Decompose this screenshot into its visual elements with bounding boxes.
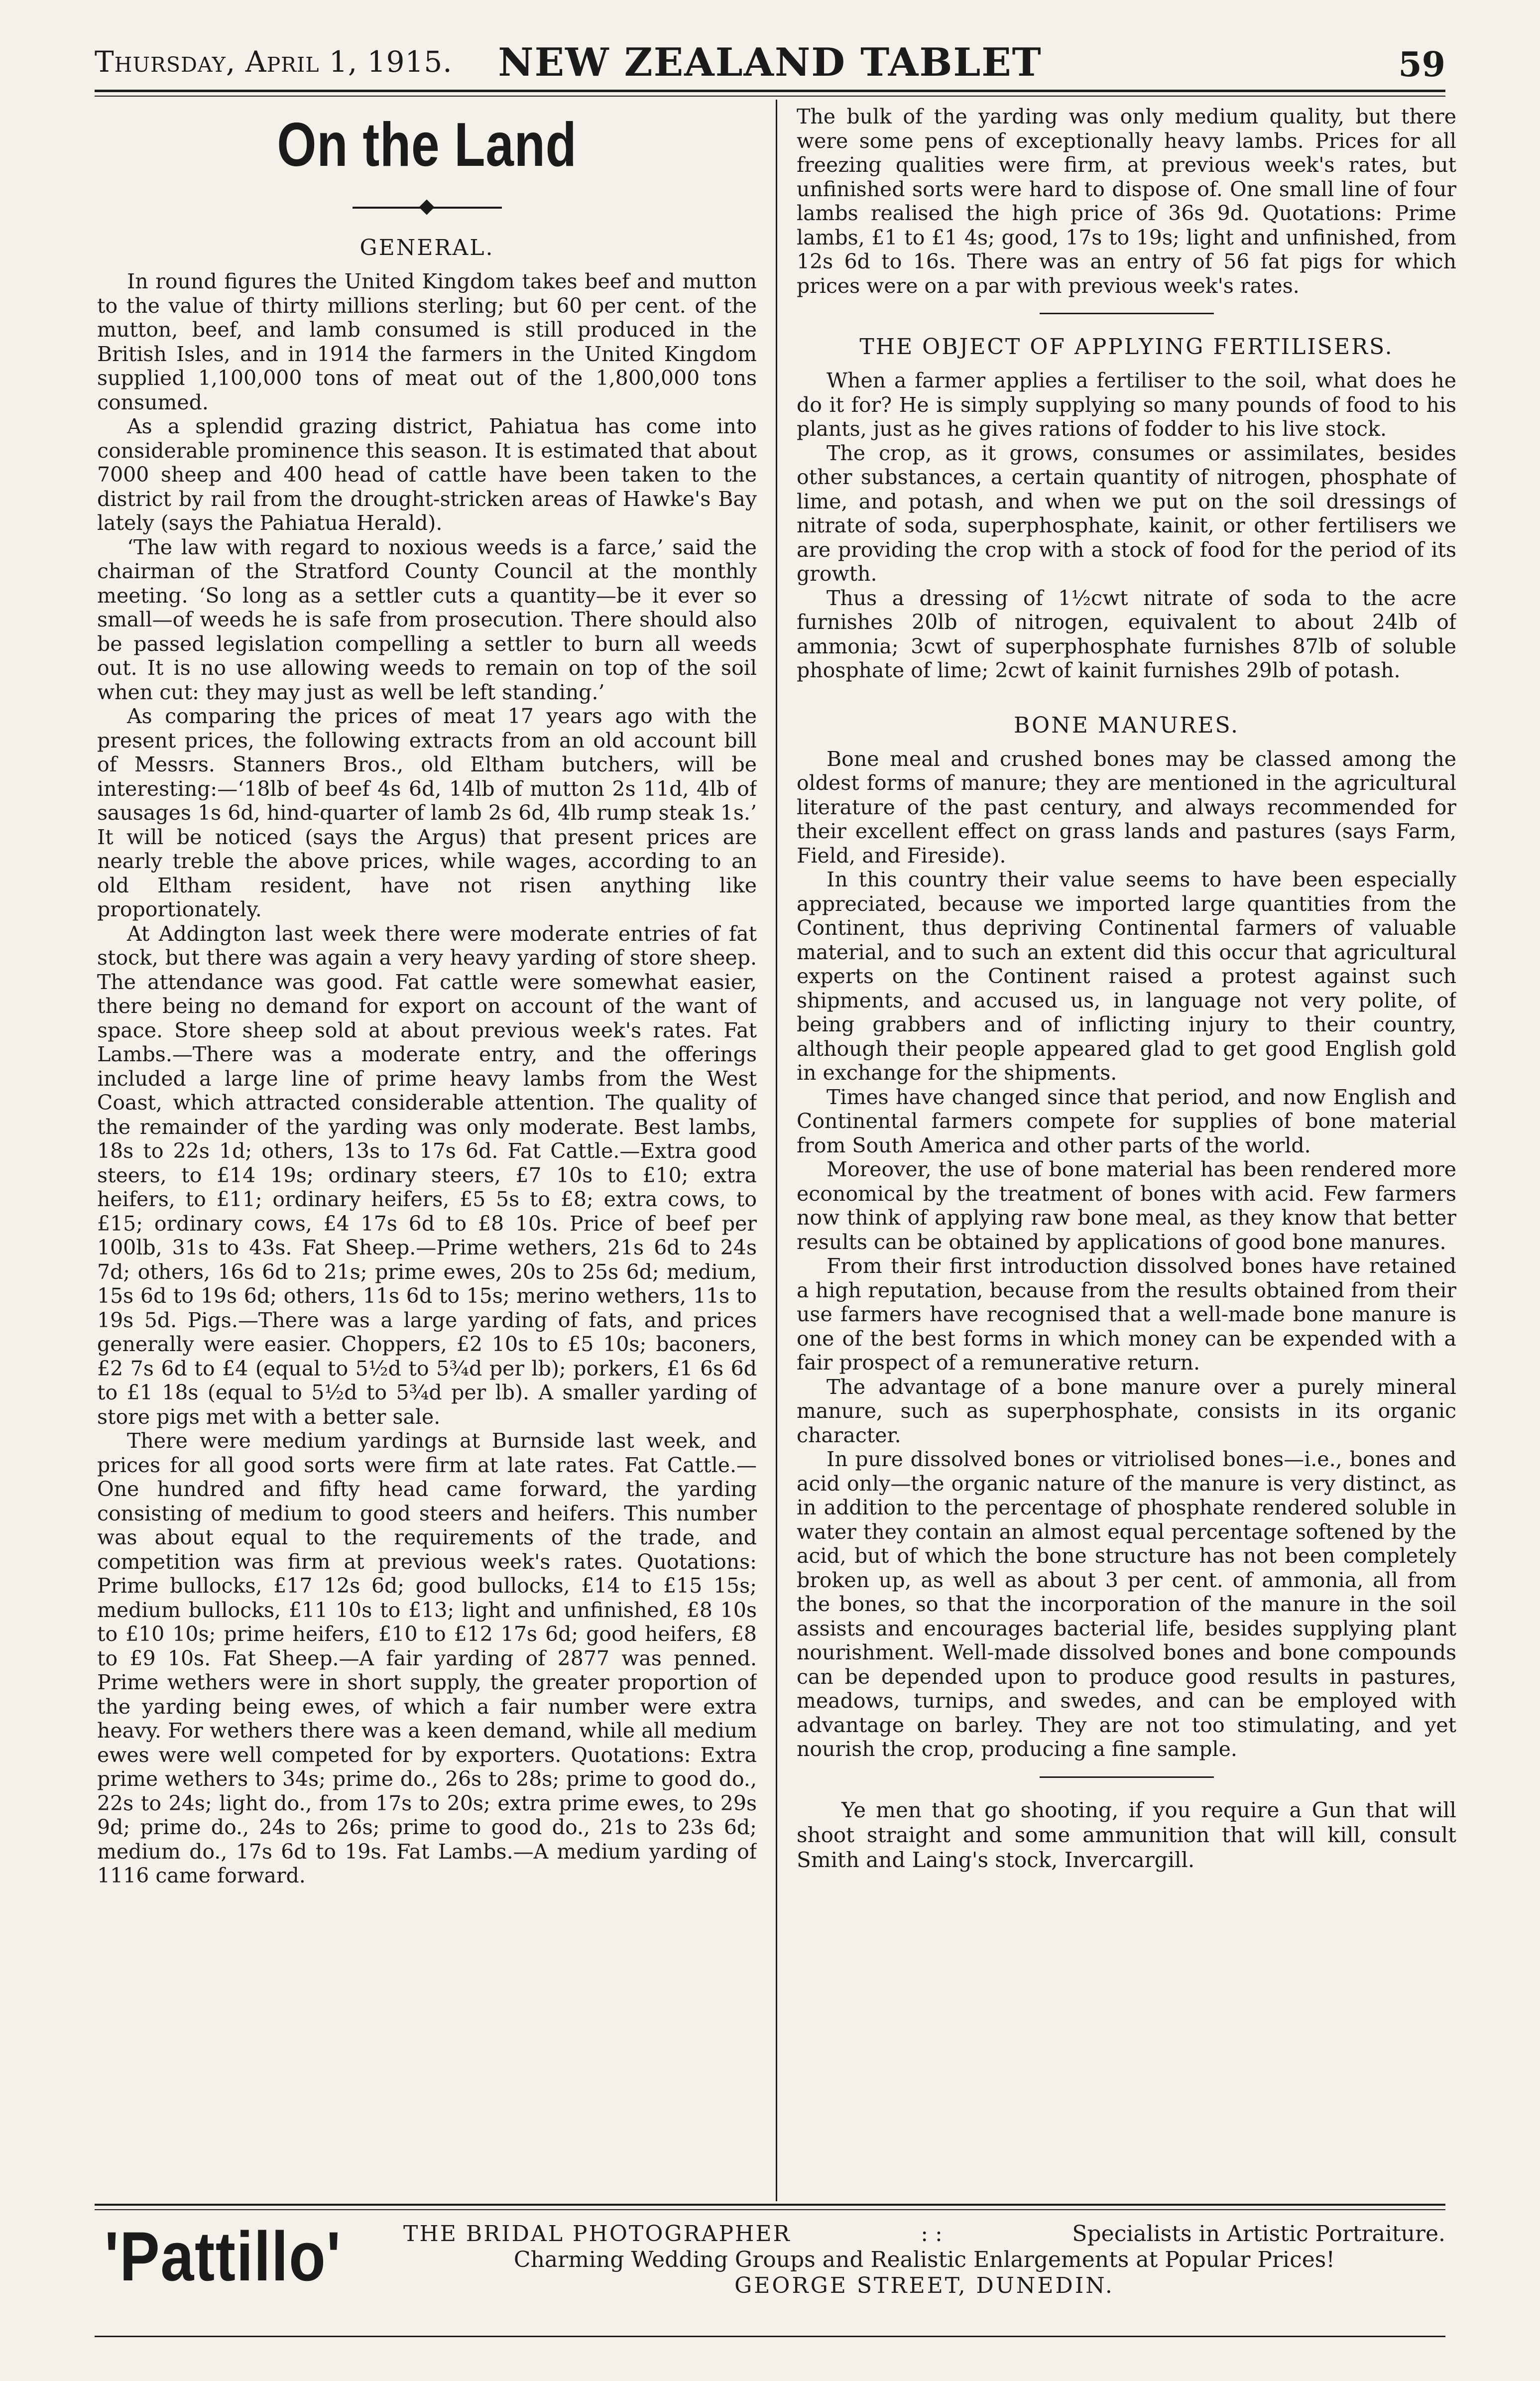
column-divider (776, 100, 777, 2201)
paragraph: Times have changed since that period, and now English and Continental farmers compete for supplies of bone material from South America and other parts of the world. (797, 1085, 1456, 1157)
advertisement-text (403, 2221, 1445, 2299)
paragraph: In this country their value seems to have been especially appreciated, because we imported large quantities from the Continent, thus depriving Continental farmers of valuable material, and to such an extent did this occur that agricultural experts on the Continent raised a protest against such shipments, and accused us, in language not very polite, of being grabbers and of inflicting injury to their country, although their people appeared glad to get good English gold in exchange for the shipments. (797, 868, 1456, 1085)
title-ornament (353, 200, 502, 215)
paragraph: The crop, as it grows, consumes or assimilates, besides other substances, a certain quantity of nitrogen, phosphate of lime, and potash, and when we put on the soil dressings of nitrate of soda, superphosphate, kainit, or other fertilisers we are providing the crop with a stock of food for the period of its growth. (797, 441, 1456, 586)
masthead: NEW ZEALAND TABLET (498, 40, 1042, 85)
footer-rule-thin (95, 2209, 1445, 2210)
paragraph: The advantage of a bone manure over a purely mineral manure, such as superphosphate, consists in its organic character. (797, 1375, 1456, 1447)
paragraph: From their first introduction dissolved bones have retained a high reputation, because from the results obtained from their use farmers have recognised that a well-made bone manure is one of the best forms in which money can be expended with a fair prospect of a remunerative return. (797, 1254, 1456, 1375)
right-column (797, 105, 1456, 2196)
footer-advertisement (95, 2216, 1445, 2331)
section-separator (1040, 313, 1214, 314)
ad-line-address: GEORGE STREET, DUNEDIN. (734, 2273, 1114, 2298)
paragraph: As comparing the prices of meat 17 years ago with the present prices, the following extracts from an old account bill of Messrs. Stanners Bros., old Eltham butchers, will be interesting:—‘18lb of beef 4s 6d, 14lb of mutton 2s 11d, 4lb of sausages 1s 6d, hind-quarter of lamb 2s 6d, 4lb rump steak 1s.’ It will be noticed (says the Argus) that present prices are nearly treble the above prices, while wages, according to an old Eltham resident, have not risen anything like proportionately. (97, 704, 757, 921)
section-heading-general: GENERAL. (359, 235, 494, 260)
header-rule-thin (95, 96, 1445, 97)
advertiser-brand: 'Pattillo' (105, 2217, 342, 2295)
section-heading-bone-manures: BONE MANURES. (1013, 712, 1240, 738)
ad-line-wedding-groups: Charming Wedding Groups and Realistic Enlargements at Popular Prices! (513, 2247, 1335, 2272)
paragraph: At Addington last week there were moderate entries of fat stock, but there was again a very heavy yarding of store sheep. The attendance was good. Fat cattle were somewhat easier, there being no demand for export on account of the want of space. Store sheep sold at about previous week's rates. Fat Lambs.—There was a moderate entry, and the offerings included a large line of prime heavy lambs from the West Coast, which attracted considerable attention. The quality of the remainder of the yarding was only moderate. Best lambs, 18s to 22s 1d; others, 13s to 17s 6d. Fat Cattle.—Extra good steers, to £14 19s; ordinary steers, £7 10s to £10; extra heifers, to £11; ordinary heifers, £5 5s to £8; extra cows, to £15; ordinary cows, £4 17s 6d to £8 10s. Price of beef per 100lb, 31s to 43s. Fat Sheep.—Prime wethers, 21s 6d to 24s 7d; others, 16s 6d to 21s; prime ewes, 20s to 25s 6d; medium, 15s 6d to 19s 6d; others, 11s 6d to 15s; merino wethers, 11s to 19s 5d. Pigs.—There was a large yarding of fats, and prices generally were easier. Choppers, £2 10s to £5 10s; baconers, £2 7s 6d to £4 (equal to 5½d to 5¾d per lb); porkers, £1 6s 6d to £1 18s (equal to 5½d to 5¾d per lb). A smaller yarding of store pigs met with a better sale. (97, 921, 757, 1429)
left-column (97, 105, 757, 2196)
page-number: 59 (1398, 45, 1445, 85)
paragraph: Bone meal and crushed bones may be classed among the oldest forms of manure; they are mentioned in the agricultural literature of the past century, and always recommended for their excellent effect on grass lands and pastures (says Farm, Field, and Fireside). (797, 747, 1456, 868)
ad-line-specialists: Specialists in Artistic Portraiture. (1072, 2221, 1445, 2247)
ad-separator-mark: : : (921, 2221, 943, 2247)
paragraph: In round figures the United Kingdom takes beef and mutton to the value of thirty millions sterling; but 60 per cent. of the mutton, beef, and lamb consumed is still produced in the British Isles, and in 1914 the farmers in the United Kingdom supplied 1,100,000 tons of meat out of the 1,800,000 tons consumed. (97, 269, 757, 414)
paragraph-continuation: The bulk of the yarding was only medium quality, but there were some pens of exceptionally heavy lambs. Prices for all freezing qualities were firm, at previous week's rates, but unfinished sorts were hard to dispose of. One small line of four lambs realised the high price of 36s 9d. Quotations: Prime lambs, £1 to £1 4s; good, 17s to 19s; light and unfinished, from 12s 6d to 16s. There was an entry of 56 fat pigs for which prices were on a par with previous week's rates. (797, 105, 1456, 298)
issue-date: Thursday, April 1, 1915. (95, 45, 453, 79)
paragraph: When a farmer applies a fertiliser to the soil, what does he do it for? He is simply supplying so many pounds of food to his plants, just as he gives rations of fodder to his live stock. (797, 369, 1456, 441)
paragraph: Thus a dressing of 1½cwt nitrate of soda to the acre furnishes 20lb of nitrogen, equivalent to about 24lb of ammonia; 3cwt of superphosphate furnishes 87lb of soluble phosphate of lime; 2cwt of kainit furnishes 29lb of potash. (797, 586, 1456, 682)
gun-notice: Ye men that go shooting, if you require a Gun that will shoot straight and some ammunition that will kill, consult Smith and Laing's stock, Invercargill. (797, 1797, 1456, 1872)
paragraph: There were medium yardings at Burnside last week, and prices for all good sorts were firm at late rates. Fat Cattle.—One hundred and fifty head came forward, the yarding consisting of medium to good steers and heifers. This number was about equal to the requirements of the trade, and competition was firm at previous week's rates. Quotations: Prime bullocks, £17 12s 6d; good bullocks, £14 to £15 15s; medium bullocks, £11 10s to £13; light and unfinished, £8 10s to £10 10s; prime heifers, £10 to £12 17s 6d; good heifers, £8 to £9 10s. Fat Sheep.—A fair yarding of 2877 was penned. Prime wethers were in short supply, the greater proportion of the yarding being ewes, of which a fair number were extra heavy. For wethers there was a keen demand, while all medium ewes were well competed for by exporters. Quotations: Extra prime wethers to 34s; prime do., 26s to 28s; prime to good do., 22s to 24s; light do., from 17s to 20s; extra prime ewes, to 29s 9d; prime do., 24s to 26s; prime to good do., 21s to 23s 6d; medium do., 17s 6d to 19s. Fat Lambs.—A medium yarding of 1116 came forward. (97, 1429, 757, 1887)
paragraph: ‘The law with regard to noxious weeds is a farce,’ said the chairman of the Stratford County Council at the monthly meeting. ‘So long as a settler cuts a quantity—be it ever so small—of weeds he is safe from prosecution. There should also be passed legislation compelling a settler to burn all weeds out. It is no use allowing weeds to remain on top of the soil when cut: they may just as well be left standing.’ (97, 535, 757, 704)
footer-rule (95, 2204, 1445, 2206)
paragraph: In pure dissolved bones or vitriolised bones—i.e., bones and acid only—the organic nature of the manure is very distinct, as in addition to the percentage of phosphate rendered soluble in water they contain an almost equal percentage softened by the acid, but of which the bone structure has not been completely broken up, as well as about 3 per cent. of ammonia, all from the bones, so that the incorporation of the manure in the soil assists and encourages bacterial life, besides supplying plant nourishment. Well-made dissolved bones and bone compounds can be depended upon to produce good results in pastures, meadows, turnips, and swedes, and can be employed with advantage on barley. They are not too stimulating, and yet nourish the crop, producing a fine sample. (797, 1447, 1456, 1761)
page-header (95, 35, 1445, 95)
paragraph: Moreover, the use of bone material has been rendered more economical by the treatment of bones with acid. Few farmers now think of applying raw bone meal, as they know that better results can be obtained by applications of good bone manures. (797, 1157, 1456, 1254)
article-title: On the Land (277, 111, 577, 179)
ad-line-photographer: THE BRIDAL PHOTOGRAPHER (403, 2221, 791, 2247)
header-rule (95, 90, 1445, 92)
section-heading-fertilisers: THE OBJECT OF APPLYING FERTILISERS. (859, 334, 1394, 360)
paragraph: As a splendid grazing district, Pahiatua has come into considerable prominence this season. It is estimated that about 7000 sheep and 400 head of cattle have been taken to the district by rail from the drought-stricken areas of Hawke's Bay lately (says the Pahiatua Herald). (97, 414, 757, 535)
footer-bottom-rule (95, 2336, 1445, 2337)
section-separator (1040, 1776, 1214, 1778)
